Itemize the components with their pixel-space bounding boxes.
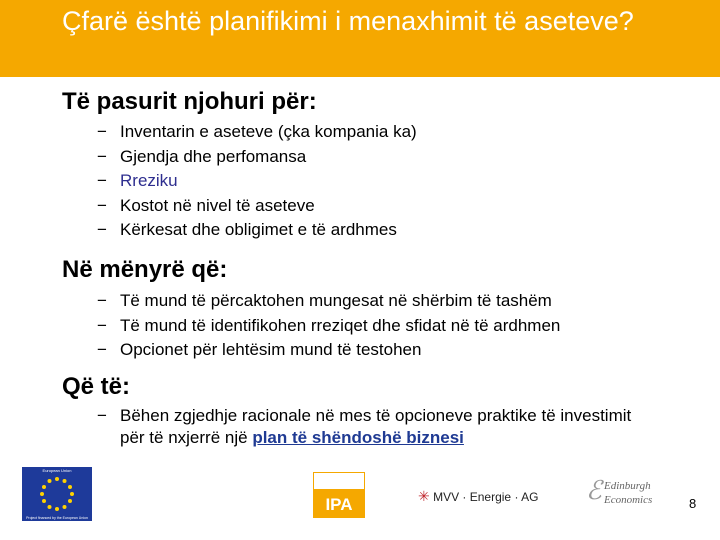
list-item: − Gjendja dhe perfomansa — [97, 145, 417, 170]
page-number: 8 — [689, 496, 697, 511]
dash-bullet: − — [97, 171, 107, 190]
mvv-logo — [418, 488, 538, 505]
dash-bullet: − — [97, 122, 107, 141]
business-plan-link[interactable]: plan të shëndoshë biznesi — [252, 428, 464, 447]
dash-bullet: − — [97, 340, 107, 359]
section-heading-knowledge: Të pasurit njohuri për: — [62, 88, 317, 115]
list-item: − Kostot në nivel të aseteve — [97, 194, 417, 219]
list-item: − Të mund të identifikohen rreziqet dhe sfidat në të ardhmen — [97, 314, 560, 339]
list-item: − Bëhen zgjedhje racionale në mes të opcioneve praktike të investimit për të nxjerrë një plan të shëndoshë biznesi — [97, 406, 632, 447]
list-item: − Inventarin e aseteve (çka kompania ka) — [97, 120, 417, 145]
mvv-star-icon: ✳ — [418, 488, 430, 504]
ee-monogram-icon: ℰ — [586, 476, 602, 505]
purpose-list — [97, 289, 560, 363]
dash-bullet: − — [97, 291, 107, 310]
dash-bullet: − — [97, 195, 107, 215]
section-heading-goal: Që të: — [62, 373, 131, 400]
eu-logo-text: European Union — [42, 468, 72, 473]
ipa-logo-text: IPA — [325, 495, 353, 514]
eu-stars-icon — [36, 475, 78, 513]
edinburgh-economics-logo: ℰ Edinburgh Economics — [586, 476, 653, 506]
section-heading-purpose: Në mënyrë që: — [62, 256, 228, 283]
slide-title: Çfarë është planifikimi i menaxhimit të aseteve? — [62, 6, 634, 36]
list-item: − Opcionet për lehtësim mund të testohen — [97, 338, 560, 363]
goal-list — [97, 405, 657, 449]
dash-bullet: − — [97, 220, 107, 239]
list-item-risk: − Rreziku — [97, 169, 417, 194]
eu-flag-logo — [22, 467, 92, 521]
dash-bullet: − — [97, 406, 107, 425]
eu-logo-caption: Project financed by the European Union — [26, 516, 88, 520]
list-item: − Kërkesat dhe obligimet e të ardhmes — [97, 218, 417, 243]
knowledge-list — [97, 120, 417, 243]
list-item: − Të mund të përcaktohen mungesat në shërbim të tashëm — [97, 289, 560, 314]
dash-bullet: − — [97, 146, 107, 166]
dash-bullet: − — [97, 315, 107, 335]
mvv-logo-text: MVV · Energie · AG — [433, 490, 539, 504]
ipa-logo — [313, 472, 365, 518]
